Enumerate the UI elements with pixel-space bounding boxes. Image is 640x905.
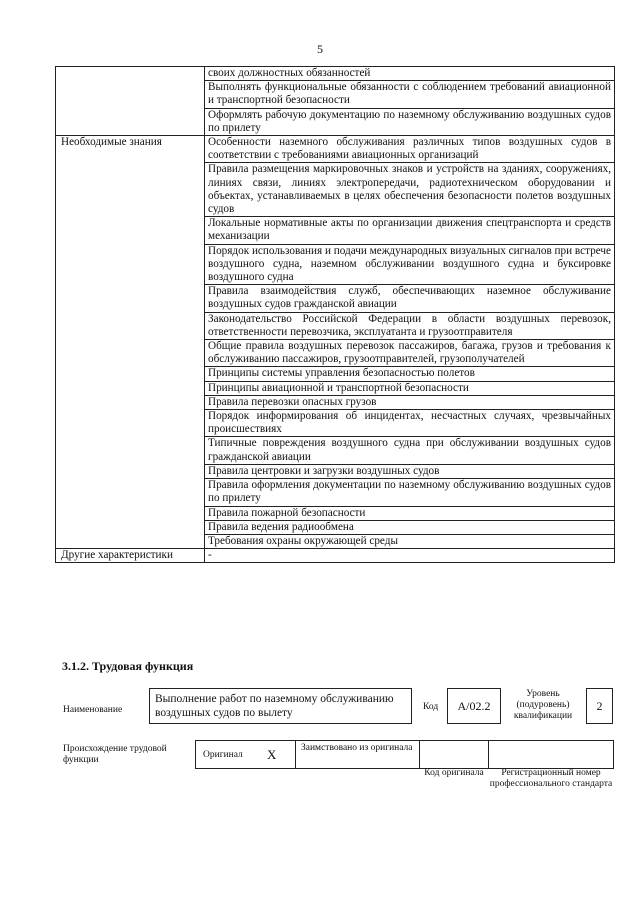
table-item: Принципы системы управления безопасностью полетов (205, 367, 615, 381)
borrowed-cell (295, 740, 420, 769)
table-item: своих должностных обязанностей (205, 67, 615, 81)
function-name-field: Выполнение работ по наземному обслуживанию воздушных судов по вылету (149, 688, 412, 724)
code-label: Код (423, 702, 439, 712)
skills-row (56, 67, 615, 81)
table-item: Порядок информирования об инцидентах, несчастных случаях, чрезвычайных происшествиях (205, 410, 615, 437)
table-item: Общие правила воздушных перевозок пассажиров, багажа, грузов и требования к обслуживанию пассажиров, грузоотправителей, грузополучателей (205, 340, 615, 367)
reg-number-label: Регистрационный номер профессионального стандарта (489, 768, 613, 789)
original-mark: X (267, 747, 277, 762)
table-item: - (205, 549, 615, 563)
code-original-cell (419, 740, 489, 769)
table-item: Правила оформления документации по наземному обслуживанию воздушных судов по прилету (205, 479, 615, 506)
level-field: 2 (586, 688, 613, 724)
level-label: Уровень (подуровень) квалификации (513, 689, 573, 721)
origin-label: Происхождение трудовой функции (63, 744, 167, 765)
table-item: Правила центровки и загрузки воздушных судов (205, 464, 615, 478)
knowledge-table (55, 66, 615, 563)
table-item: Принципы авиационной и транспортной безопасности (205, 381, 615, 395)
table-item: Правила пожарной безопасности (205, 506, 615, 520)
table-item: Типичные повреждения воздушного судна при обслуживании воздушных судов гражданской авиации (205, 437, 615, 464)
section-title: 3.1.2. Трудовая функция (62, 659, 194, 673)
table-item: Правила перевозки опасных грузов (205, 395, 615, 409)
other-row (56, 549, 615, 563)
code-field: А/02.2 (447, 688, 501, 724)
table-item: Законодательство Российской Федерации в области воздушных перевозок, ответственности перевозчика, эксплуатанта и грузоотправителя (205, 312, 615, 339)
name-label: Наименование (63, 705, 123, 715)
table-item: Правила взаимодействия служб, обеспечивающих наземное обслуживание воздушных судов гражданской авиации (205, 285, 615, 312)
table-knowledge_label: Необходимые знания (56, 136, 205, 549)
table-item: Правила размещения маркировочных знаков и устройств на зданиях, сооружениях, линиях связи, линиях электропередачи, радиотехническом оборудовании и объектах, устанавливаемых в целях обеспечения безопасности полетов воздушных судов (205, 163, 615, 217)
table-item: Особенности наземного обслуживания различных типов воздушных судов в соответствии с требованиями авиационных организаций (205, 136, 615, 163)
table-item: Правила ведения радиообмена (205, 520, 615, 534)
original-label: Оригинал (203, 750, 243, 760)
reg-number-cell (488, 740, 614, 769)
original-cell (195, 740, 296, 769)
code-original-label: Код оригинала (424, 768, 484, 778)
borrowed-label: Заимствовано из оригинала (301, 743, 413, 753)
knowledge-row (56, 136, 615, 163)
table-pre_label_empty (56, 67, 205, 136)
table-item: Локальные нормативные акты по организации движения спецтранспорта и средств механизации (205, 217, 615, 244)
table-other_label: Другие характеристики (56, 549, 205, 563)
table-item: Оформлять рабочую документацию по наземному обслуживанию воздушных судов по прилету (205, 108, 615, 135)
table-item: Выполнять функциональные обязанности с соблюдением требований авиационной и транспортной безопасности (205, 81, 615, 108)
page-number: 5 (317, 42, 323, 56)
table-item: Требования охраны окружающей среды (205, 534, 615, 548)
table-item: Порядок использования и подачи международных визуальных сигналов при встрече воздушного судна, наземном обслуживании воздушного судна и буксировке воздушного судна (205, 244, 615, 285)
